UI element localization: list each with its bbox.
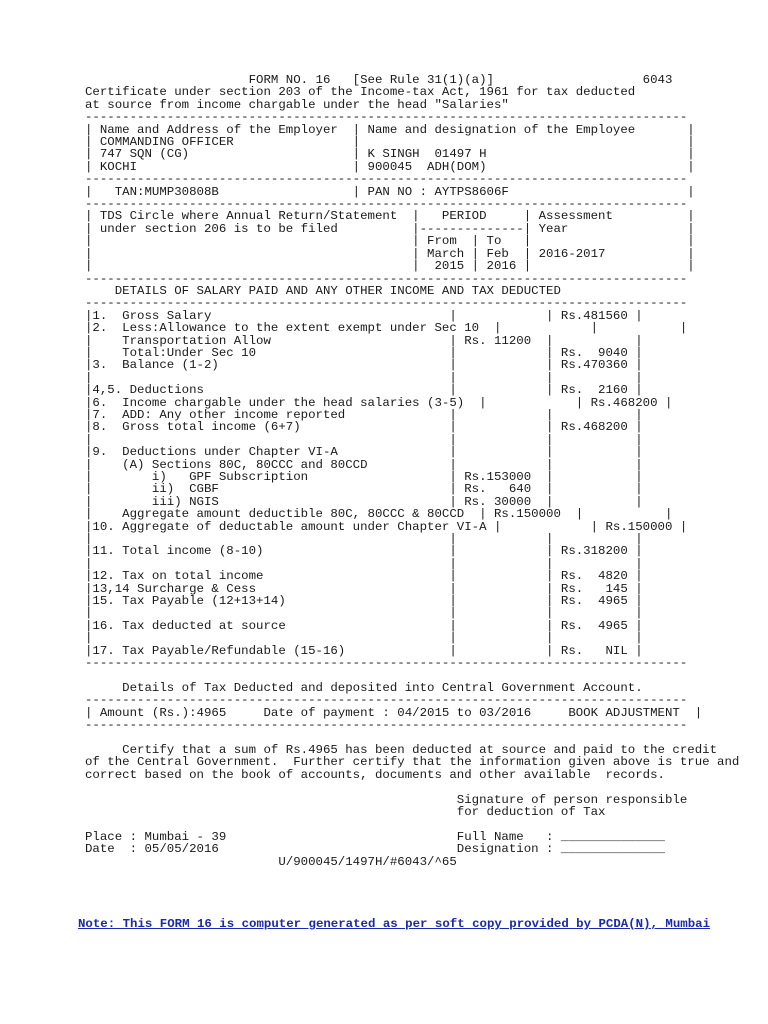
- computer-generated-note: Note: This FORM 16 is computer generated as per soft copy provided by PCDA(N), Mumbai: [78, 917, 711, 931]
- tax-deposit-and-certification: Details of Tax Deducted and deposited into Central Government Account. --------------------------------------------------------------------------------- | Amount (Rs.):4965 Date of payment : 04/2015 to 03/2016 BOOK ADJUSTMENT | --------------------------------------------------------------------------------- Certify that a sum of Rs.4965 has been deducted at source and paid to the credit of the Central Government. Further certify that the information given above is true and correct based on the book of accounts, documents and other available records. Signature of person responsible for deduction of Tax Place : Mumbai - 39 Full Name : ______________ Date : 05/05/2016 Designation : ______________ U/900045/1497H/#6043/^65: [85, 682, 740, 869]
- form16-certificate: FORM NO. 16 [See Rule 31(1)(a)] 6043 Certificate under section 203 of the Income-tax Act, 1961 for tax deducted at source from income chargable under the head "Salaries" --------------------------------------------------------------------------------- | Name and Address of the Employer | Name and designation of the Employee | | COMMANDING OFFICER | | | 747 SQN (CG) | K SINGH 01497 H | | KOCHI | 900045 ADH(DOM) | --------------------------------------------------------------------------------- | TAN:MUMP30808B | PAN NO : AYTPS8606F | --------------------------------------------------------------------------------- | TDS Circle where Annual Return/Statement | PERIOD | Assessment | | under section 206 is to be filed |--------------| Year | | | From | To | | | | March | Feb | 2016-2017 | | | 2015 | 2016 | | --------------------------------------------------------------------------------- DETAILS OF SALARY PAID AND ANY OTHER INCOME AND TAX DEDUCTED --------------------------------------------------------------------------------- |1. Gross Salary | | Rs.481560 | |2. Less:Allowance to the extent exempt under Sec 10 | | | | Transportation Allow | Rs. 11200 | | | Total:Under Sec 10 | | Rs. 9040 | |3. Balance (1-2) | | Rs.470360 | | | | | |4,5. Deductions | | Rs. 2160 | |6. Income chargable under the head salaries (3-5) | | Rs.468200 | |7. ADD: Any other income reported | | | |8. Gross total income (6+7) | | Rs.468200 | | | | | |9. Deductions under Chapter VI-A | | | | (A) Sections 80C, 80CCC and 80CCD | | | | i) GPF Subscription | Rs.153000 | | | ii) CGBF | Rs. 640 | | | iii) NGIS | Rs. 30000 | | | Aggregate amount deductible 80C, 80CCC & 80CCD | Rs.150000 | | |10. Aggregate of deductable amount under Chapter VI-A | | Rs.150000 | | | | | |11. Total income (8-10) | | Rs.318200 | | | | | |12. Tax on total income | | Rs. 4820 | |13,14 Surcharge & Cess | | Rs. 145 | |15. Tax Payable (12+13+14) | | Rs. 4965 | | | | | |16. Tax deducted at source | | Rs. 4965 | | | | | |17. Tax Payable/Refundable (15-16) | | Rs. NIL | ---------------------------------------------------------------------------------: [85, 74, 695, 671]
